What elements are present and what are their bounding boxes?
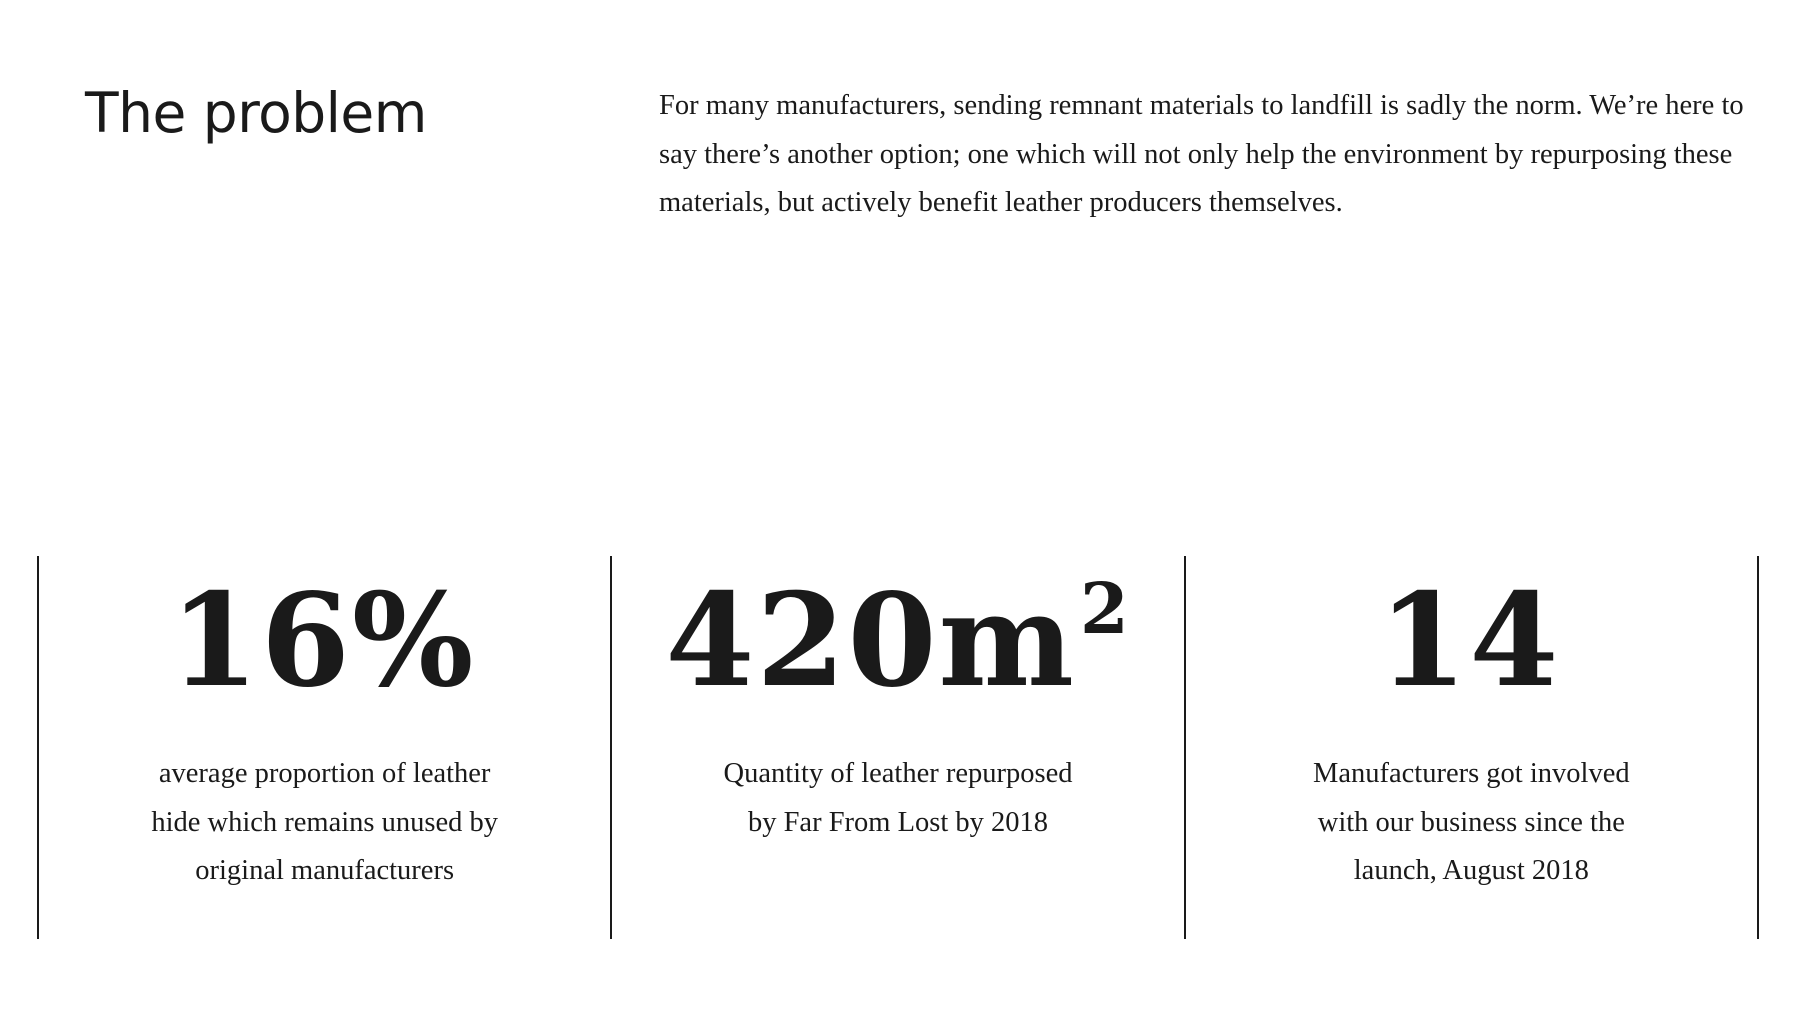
stat-number: 420m: [665, 566, 1076, 716]
intro-paragraph: For many manufacturers, sending remnant materials to landfill is sadly the norm. We’re here to say there’s another option; one which will not only help the environment by repurposing these materials, but actively benefit leather producers themselves.: [659, 90, 1744, 218]
stat-description: Quantity of leather repurposed by Far From Lost by 2018: [723, 758, 1073, 838]
stat-number: 14: [1378, 566, 1561, 716]
stat-description: average proportion of leather hide which remains unused by original manufacturers: [151, 758, 498, 886]
stats-row: [37, 556, 1759, 939]
stat-value: [1186, 556, 1757, 726]
stat-superscript: 2: [1079, 567, 1131, 651]
stat-value: [39, 556, 610, 726]
section-heading: The problem: [85, 81, 427, 145]
stat-description: Manufacturers got involved with our business since the launch, August 2018: [1313, 758, 1630, 886]
stat-number: 16%: [169, 566, 476, 716]
stat-manufacturers: [1184, 556, 1759, 939]
stat-unused-hide: [37, 556, 610, 939]
stat-value: [612, 556, 1183, 726]
stat-leather-repurposed: [610, 556, 1183, 939]
